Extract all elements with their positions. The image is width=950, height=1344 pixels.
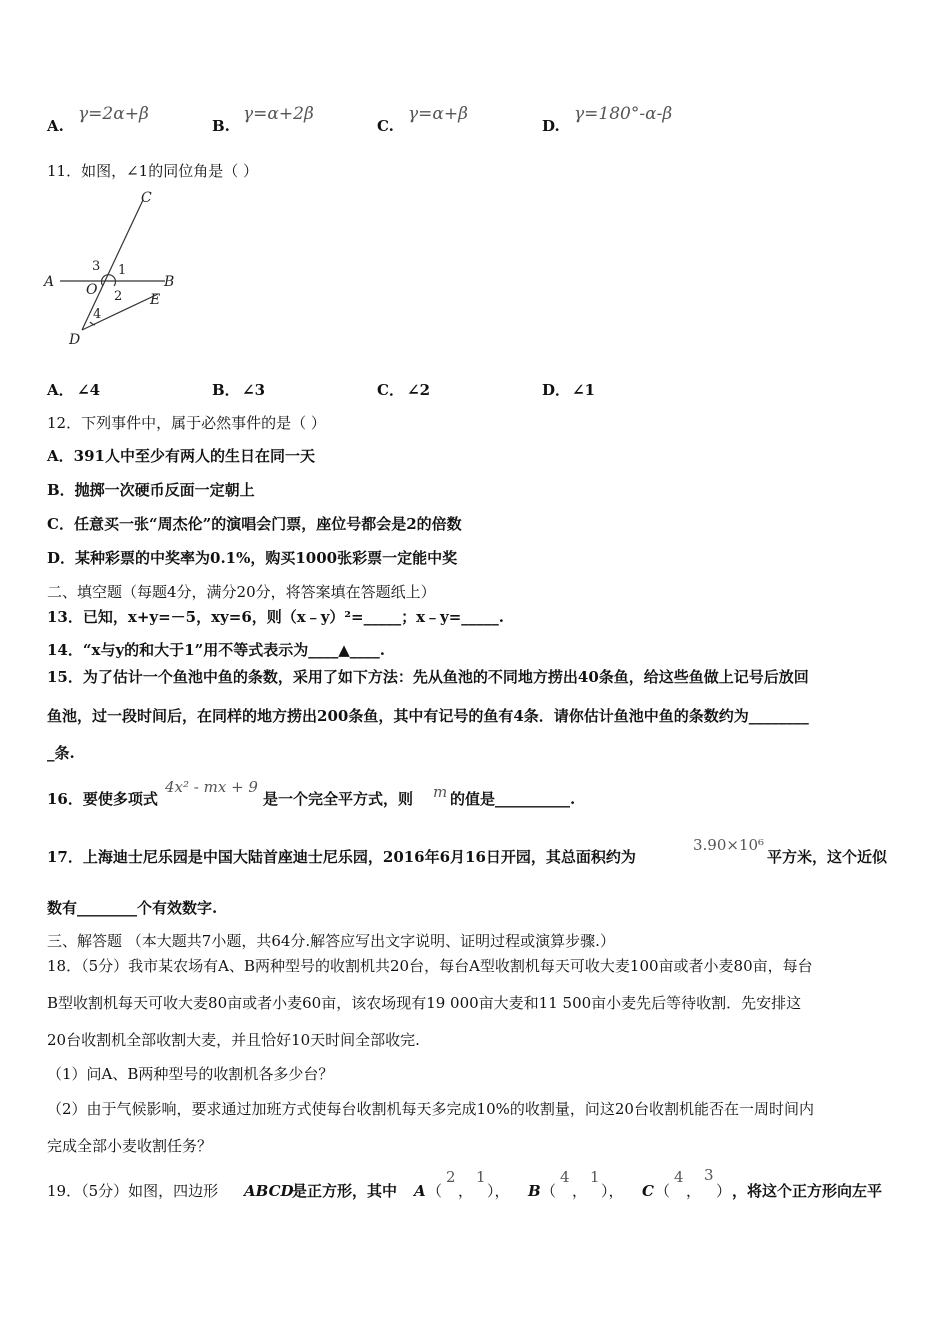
q17-formula: 3.90×10⁶	[693, 836, 765, 854]
q11-option-d-letter: D．	[542, 381, 571, 399]
angle-arc-d	[90, 322, 95, 325]
q17-line2: 数有________个有效数字.	[47, 899, 218, 917]
q13-text: 13．已知，x+y=－5，xy=6，则（x﹣y）²=_____；x﹣y=_____.	[47, 608, 505, 626]
q19-comma-a: ，	[458, 1182, 474, 1200]
q19-point-a: A	[414, 1182, 426, 1200]
q10-option-a-formula: γ=2α+β	[78, 104, 149, 124]
q19-point-c: C	[642, 1182, 654, 1200]
label-c: C	[141, 190, 152, 206]
q18-line3: 20台收割机全部收割大麦，并且恰好10天时间全部收完.	[47, 1031, 420, 1049]
q19-suffix: ，将这个正方形向左平	[732, 1182, 883, 1200]
label-angle-3: 3	[92, 259, 101, 274]
q16-middle: 是一个完全平方式，则	[263, 790, 414, 808]
q19-ax: 2	[446, 1168, 456, 1186]
q19-point-b: B	[528, 1182, 541, 1200]
q10-option-b-formula: γ=α+2β	[243, 104, 314, 124]
q19-paren-open-b: （	[541, 1182, 557, 1200]
q19-cy: 3	[704, 1166, 714, 1184]
label-angle-1: 1	[118, 263, 127, 278]
q11-option-b-text: ∠3	[242, 381, 266, 399]
q15-line2: 鱼池，过一段时间后，在同样的地方捞出200条鱼，其中有记号的鱼有4条．请你估计鱼池中鱼的条数约为________	[47, 707, 809, 725]
q19-by: 1	[590, 1168, 600, 1186]
q18-line2: B型收割机每天可收大麦80亩或者小麦60亩，该农场现有19 000亩大麦和11 500亩小麦先后等待收割．先安排这	[47, 994, 802, 1012]
q10-option-d-letter: D.	[542, 117, 560, 135]
q11-option-c-text: ∠2	[407, 381, 431, 399]
q12-option-a: A．391人中至少有两人的生日在同一天	[47, 447, 315, 465]
q10-option-b-letter: B.	[212, 117, 230, 135]
q12-option-d: D．某种彩票的中奖率为0.1%，购买1000张彩票一定能中奖	[47, 549, 458, 567]
q16-prefix: 16．要使多项式	[47, 790, 158, 808]
q19-paren-close-a: ），	[487, 1182, 510, 1200]
label-angle-2: 2	[114, 289, 123, 304]
q19-paren-open-c: （	[655, 1182, 671, 1200]
q19-cx: 4	[674, 1168, 684, 1186]
q19-comma-b: ，	[572, 1182, 588, 1200]
label-o: O	[86, 282, 98, 298]
q14-text: 14．“x与y的和大于1”用不等式表示为____▲____.	[47, 641, 385, 659]
q11-option-a-text: ∠4	[77, 381, 101, 399]
label-angle-4: 4	[93, 307, 102, 322]
q10-option-d-formula: γ=180°-α-β	[574, 104, 673, 124]
q11-option-d-text: ∠1	[572, 381, 596, 399]
q11-option-b-letter: B．	[212, 381, 240, 399]
q18-line1: 18．（5分）我市某农场有A、B两种型号的收割机共20台，每台A型收割机每天可收大麦100亩或者小麦80亩，每台	[47, 957, 813, 975]
q19-comma-c: ，	[686, 1182, 702, 1200]
section2-heading: 二、填空题（每题4分，满分20分，将答案填在答题纸上）	[47, 583, 436, 601]
q10-option-c-letter: C.	[377, 117, 394, 135]
q16-suffix: 的值是__________.	[450, 790, 576, 808]
q19-bx: 4	[560, 1168, 570, 1186]
q19-mid: 是正方形，其中	[292, 1182, 398, 1200]
label-e: E	[150, 292, 161, 308]
q19-ay: 1	[476, 1168, 486, 1186]
q15-line1: 15．为了估计一个鱼池中鱼的条数，采用了如下方法：先从鱼池的不同地方捞出40条鱼，给这些鱼做上记号后放回	[47, 668, 809, 686]
q18-sub2a: （2）由于气候影响，要求通过加班方式使每台收割机每天多完成10%的收割量，问这20台收割机能否在一周时间内	[47, 1100, 814, 1118]
q10-option-a-letter: A.	[47, 117, 64, 135]
q12-stem: 12．下列事件中，属于必然事件的是（ ）	[47, 414, 326, 432]
q15-line3: _条.	[47, 744, 75, 762]
q11-angle-figure	[40, 188, 190, 348]
label-b: B	[164, 274, 175, 290]
q19-paren-close-b: ），	[601, 1182, 624, 1200]
q18-sub2b: 完成全部小麦收割任务？	[47, 1137, 213, 1155]
section3-heading: 三、解答题 （本大题共7小题，共64分.解答应写出文字说明、证明过程或演算步骤.）	[47, 932, 615, 950]
q10-option-c-formula: γ=α+β	[408, 104, 468, 124]
q17-suffix: 平方米，这个近似	[767, 848, 888, 866]
q11-option-c-letter: C．	[377, 381, 404, 399]
q17-prefix: 17．上海迪士尼乐园是中国大陆首座迪士尼乐园，2016年6月16日开园，其总面积约为	[47, 848, 636, 866]
label-d: D	[69, 332, 81, 348]
q12-option-b: B．抛掷一次硬币反面一定朝上	[47, 481, 255, 499]
q19-paren-close-c: ）	[716, 1182, 732, 1200]
label-a: A	[44, 274, 55, 290]
q16-formula: 4x² - mx + 9	[165, 778, 258, 796]
q18-sub1: （1）问A、B两种型号的收割机各多少台？	[47, 1065, 334, 1083]
q19-paren-open-a: （	[427, 1182, 443, 1200]
q12-option-c: C．任意买一张“周杰伦”的演唱会门票，座位号都会是2的倍数	[47, 515, 462, 533]
q19-shape: ABCD	[244, 1182, 294, 1200]
q11-stem: 11．如图，∠1的同位角是（ ）	[47, 162, 258, 180]
q16-var: m	[433, 783, 448, 801]
q11-option-a-letter: A．	[47, 381, 74, 399]
q19-prefix: 19．（5分）如图，四边形	[47, 1182, 219, 1200]
